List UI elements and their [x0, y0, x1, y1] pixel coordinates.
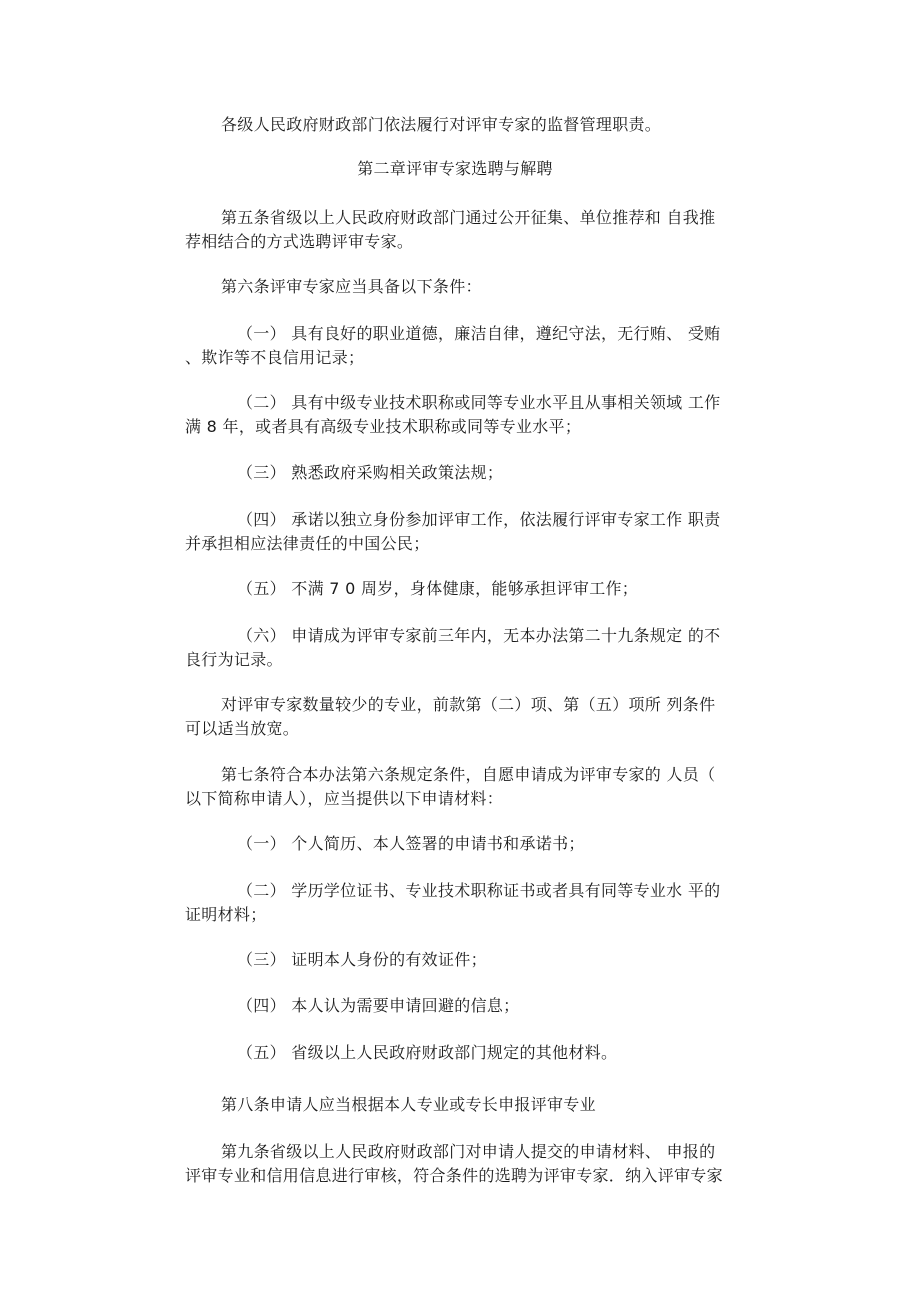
article-7-item-5	[185, 1041, 777, 1065]
text-line: （一） 个人简历、本人签署的申请书和承诺书；	[237, 834, 585, 853]
text-line: 各级人民政府财政部门依法履行对评审专家的监督管理职责。	[221, 115, 662, 134]
text-line: （二） 具有中级专业技术职称或同等专业水平且从事相关领域 工作	[237, 393, 721, 412]
text-line: 证明材料；	[185, 905, 267, 924]
text-line: 满 8 年，或者具有高级专业技术职称或同等专业水平；	[185, 417, 582, 436]
text-line: （五） 不满 7 0 周岁，身体健康，能够承担评审工作；	[237, 579, 639, 598]
text-line: 第六条评审专家应当具备以下条件：	[221, 277, 482, 296]
text-line: （三） 熟悉政府采购相关政策法规；	[237, 463, 504, 482]
text-line: （四） 本人认为需要申请回避的信息；	[237, 996, 520, 1015]
article-6-item-5	[185, 577, 777, 601]
text-line: 良行为记录。	[185, 650, 283, 669]
paragraph-supervision	[185, 113, 761, 137]
article-6-item-4	[185, 508, 725, 556]
article-7-item-3	[185, 948, 777, 972]
article-6	[185, 275, 761, 299]
text-line: 评审专业和信用信息进行审核，符合条件的选聘为评审专家．纳入评审专家	[185, 1166, 723, 1185]
text-line: 、欺诈等不良信用记录；	[185, 348, 365, 367]
text-line: 并承担相应法律责任的中国公民；	[185, 534, 430, 553]
article-5	[185, 206, 725, 254]
text-line: 可以适当放宽。	[185, 719, 300, 738]
article-6-note	[185, 693, 725, 741]
text-line: 荐相结合的方式选聘评审专家。	[185, 232, 414, 251]
article-7	[185, 763, 725, 811]
article-7-item-1	[185, 832, 777, 856]
text-line: 第九条省级以上人民政府财政部门对申请人提交的申请材料、 申报的	[221, 1142, 716, 1161]
text-line: 第二章评审专家选聘与解聘	[357, 159, 553, 178]
text-line: （四） 承诺以独立身份参加评审工作，依法履行评审专家工作 职责	[237, 510, 721, 529]
article-6-item-3	[185, 461, 777, 485]
article-9	[185, 1140, 725, 1188]
article-7-item-2	[185, 879, 725, 927]
text-line: 第八条申请人应当根据本人专业或专长申报评审专业	[221, 1095, 596, 1114]
text-line: 第五条省级以上人民政府财政部门通过公开征集、单位推荐和 自我推	[221, 208, 716, 227]
article-7-item-4	[185, 994, 777, 1018]
text-line: 第七条符合本办法第六条规定条件，自愿申请成为评审专家的 人员（	[221, 765, 716, 784]
article-6-item-2	[185, 391, 725, 439]
text-line: （五） 省级以上人民政府财政部门规定的其他材料。	[237, 1043, 618, 1062]
text-line: （六） 申请成为评审专家前三年内，无本办法第二十九条规定 的不	[237, 626, 721, 645]
article-6-item-1	[185, 322, 725, 370]
chapter-heading	[185, 157, 725, 181]
article-6-item-6	[185, 624, 725, 672]
article-8	[185, 1093, 761, 1117]
text-line: 以下简称申请人），应当提供以下申请材料：	[185, 789, 504, 808]
text-line: 对评审专家数量较少的专业，前款第（二）项、第（五）项所 列条件	[221, 695, 716, 714]
text-line: （二） 学历学位证书、专业技术职称证书或者具有同等专业水 平的	[237, 881, 721, 900]
text-line: （三） 证明本人身份的有效证件；	[237, 950, 487, 969]
text-line: （一） 具有良好的职业道德，廉洁自律，遵纪守法，无行贿、 受贿	[237, 324, 721, 343]
